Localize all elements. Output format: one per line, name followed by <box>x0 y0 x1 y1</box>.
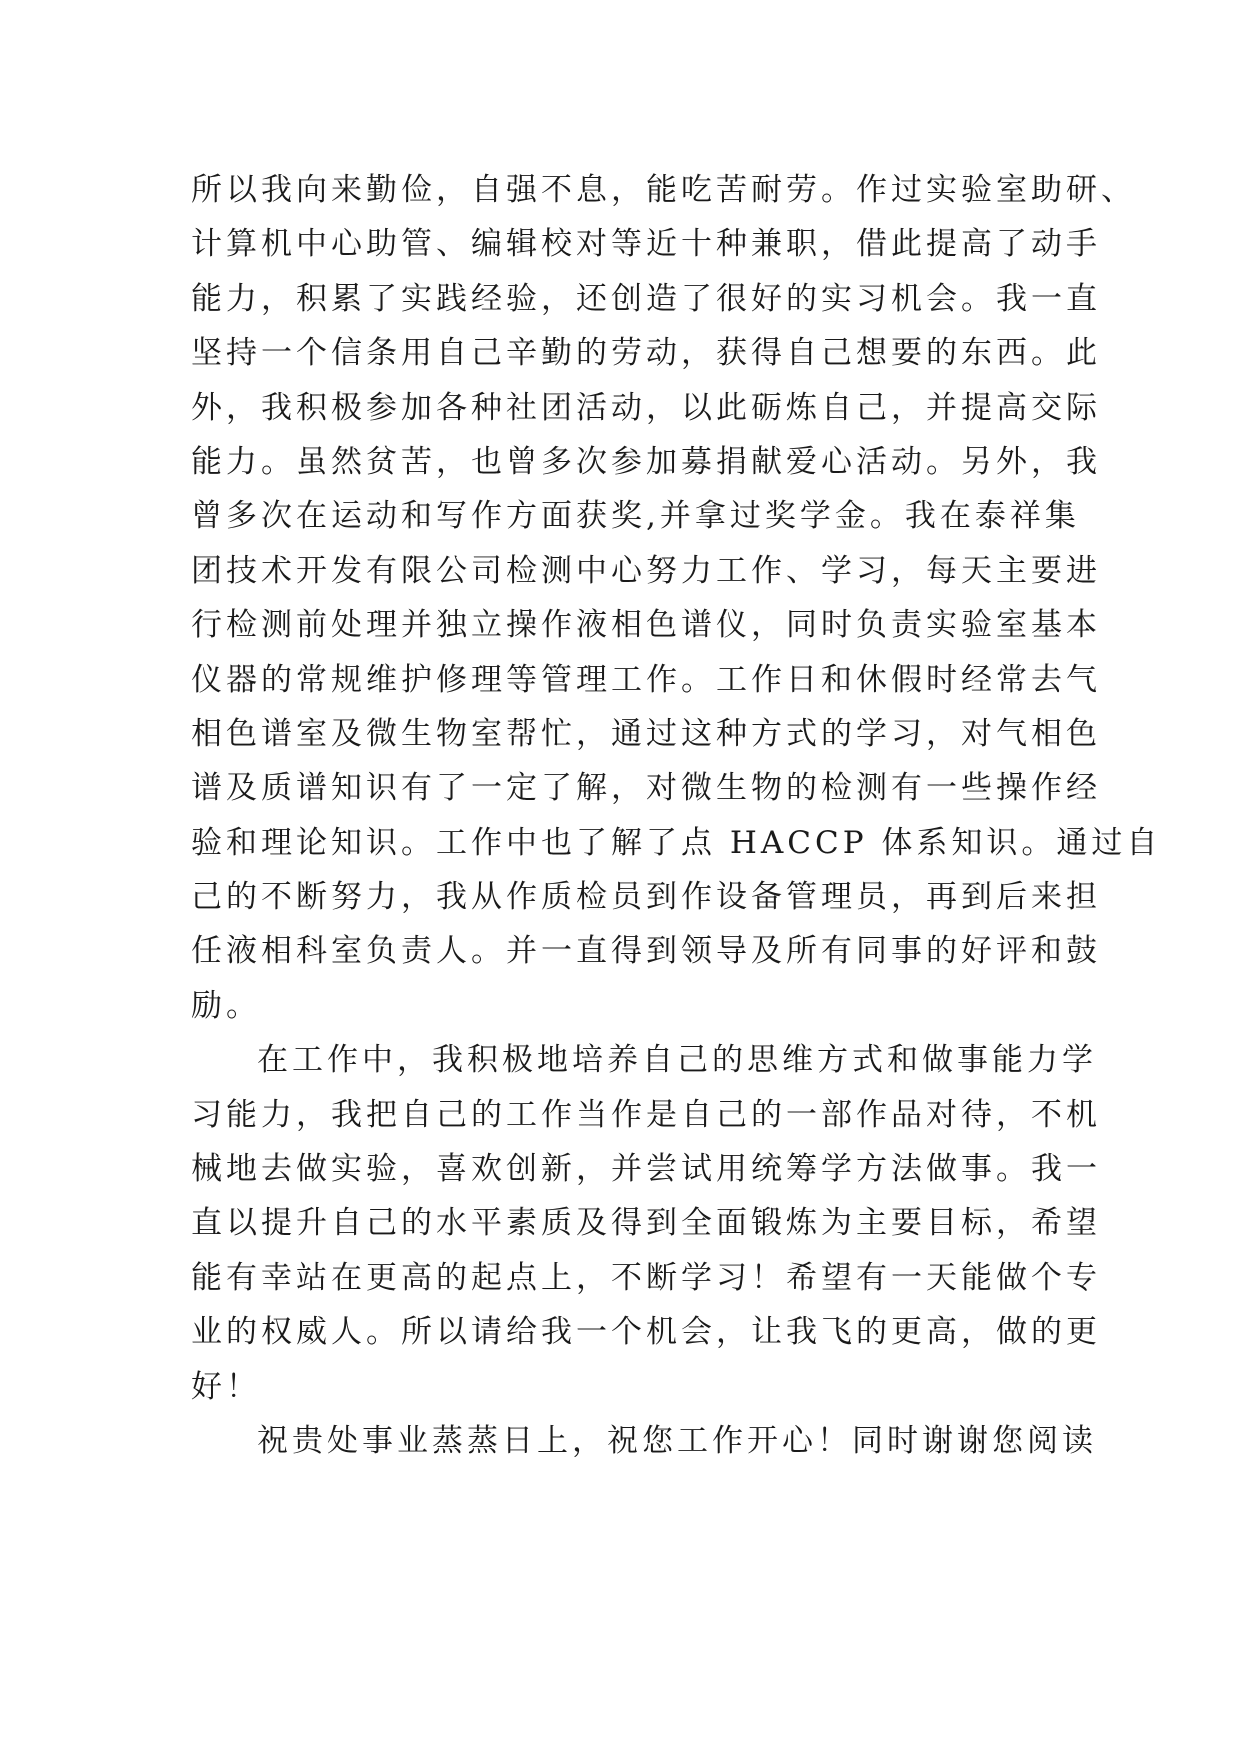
text-line: 计算机中心助管、编辑校对等近十种兼职，借此提高了动手 <box>191 226 1101 263</box>
text-line: 验和理论知识。工作中也了解了点 HACCP 体系知识。通过自 <box>191 824 1162 861</box>
text-line: 己的不断努力，我从作质检员到作设备管理员，再到后来担 <box>191 879 1101 916</box>
paragraph-first-line: 在工作中，我积极地培养自己的思维方式和做事能力学 <box>257 1042 1097 1079</box>
text-line: 业的权威人。所以请给我一个机会，让我飞的更高，做的更 <box>191 1314 1101 1351</box>
text-line: 直以提升自己的水平素质及得到全面锻炼为主要目标，希望 <box>191 1205 1101 1242</box>
text-line: 能力。虽然贫苦，也曾多次参加募捐献爱心活动。另外，我 <box>191 443 1101 480</box>
text-line: 外，我积极参加各种社团活动，以此砺炼自己，并提高交际 <box>191 389 1101 426</box>
body-text <box>191 163 1162 1468</box>
text-line: 相色谱室及微生物室帮忙，通过这种方式的学习，对气相色 <box>191 715 1101 752</box>
text-line: 团技术开发有限公司检测中心努力工作、学习，每天主要进 <box>191 552 1101 589</box>
text-line: 谱及质谱知识有了一定了解，对微生物的检测有一些操作经 <box>191 770 1101 807</box>
text-line: 能力，积累了实践经验，还创造了很好的实习机会。我一直 <box>191 280 1101 317</box>
text-line: 行检测前处理并独立操作液相色谱仪，同时负责实验室基本 <box>191 607 1101 644</box>
text-line: 习能力，我把自己的工作当作是自己的一部作品对待，不机 <box>191 1096 1101 1133</box>
text-line: 械地去做实验，喜欢创新，并尝试用统筹学方法做事。我一 <box>191 1151 1101 1188</box>
text-line: 励。 <box>191 987 261 1024</box>
text-line: 好！ <box>191 1368 261 1405</box>
text-line: 曾多次在运动和写作方面获奖,并拿过奖学金。我在泰祥集 <box>191 498 1080 535</box>
text-line: 仪器的常规维护修理等管理工作。工作日和休假时经常去气 <box>191 661 1101 698</box>
paragraph-first-line: 祝贵处事业蒸蒸日上，祝您工作开心！同时谢谢您阅读 <box>257 1422 1097 1459</box>
text-line: 坚持一个信条用自己辛勤的劳动，获得自己想要的东西。此 <box>191 335 1101 372</box>
text-line: 能有幸站在更高的起点上，不断学习！希望有一天能做个专 <box>191 1259 1101 1296</box>
text-line: 任液相科室负责人。并一直得到领导及所有同事的好评和鼓 <box>191 933 1101 970</box>
text-line: 所以我向来勤俭，自强不息，能吃苦耐劳。作过实验室助研、 <box>191 172 1136 208</box>
